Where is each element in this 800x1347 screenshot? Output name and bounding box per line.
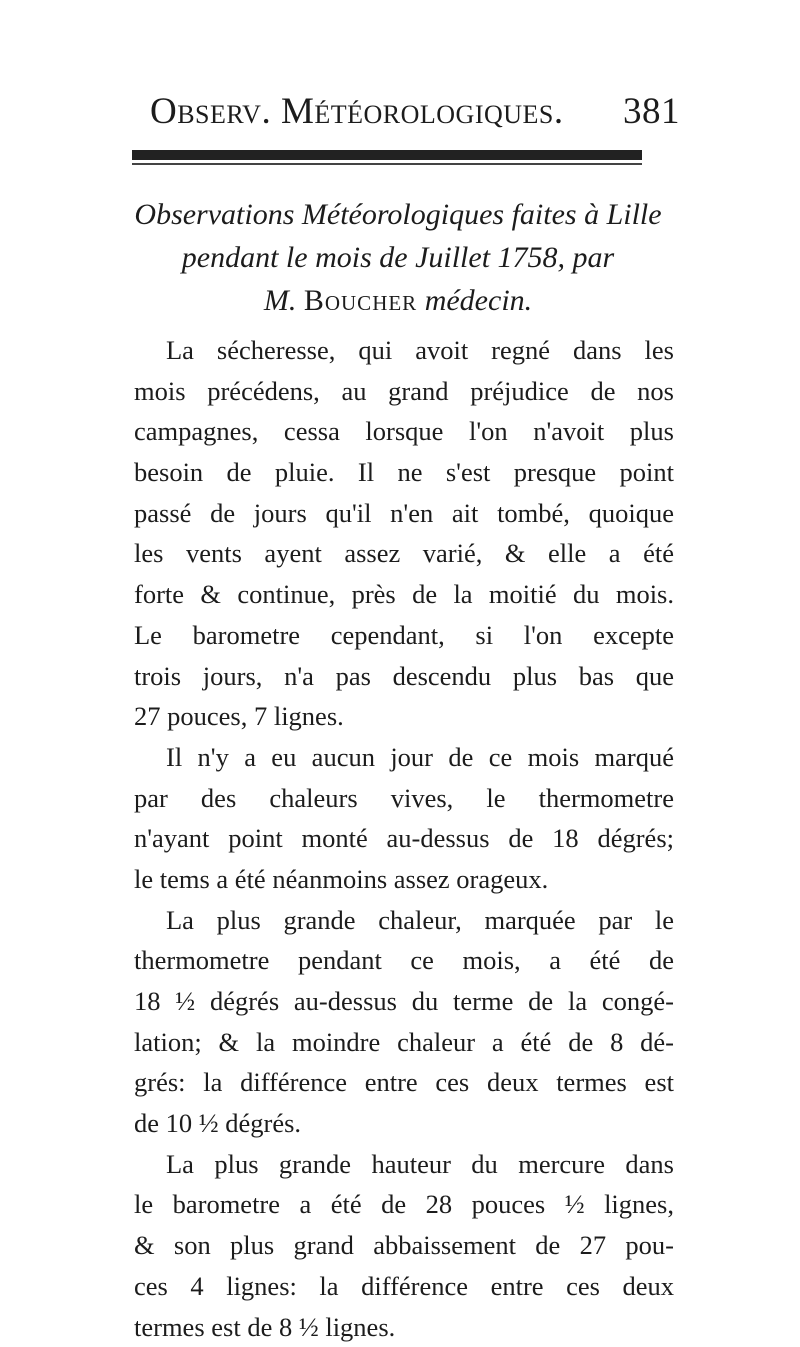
title-line-3 xyxy=(128,279,668,322)
text-line: thermometre pendant ce mois, a été de xyxy=(134,940,674,981)
text-line: termes est de 8 ½ lignes. xyxy=(134,1307,674,1347)
text-line: Il n'y a eu aucun jour de ce mois marqué xyxy=(134,737,674,778)
text-line: lation; & la moindre chaleur a été de 8 dé- xyxy=(134,1022,674,1063)
text-line: campagnes, cessa lorsque l'on n'avoit plus xyxy=(134,411,674,452)
text-line: 18 ½ dégrés au-dessus du terme de la congé- xyxy=(134,981,674,1022)
text-line: de 10 ½ dégrés. xyxy=(134,1103,674,1144)
header-rule xyxy=(132,150,642,160)
title-line-2: pendant le mois de Juillet 1758, par xyxy=(128,236,668,279)
text-line: trois jours, n'a pas descendu plus bas que xyxy=(134,656,674,697)
article-body xyxy=(134,330,674,1347)
text-line: & son plus grand abbaissement de 27 pou- xyxy=(134,1225,674,1266)
text-line: ces 4 lignes: la différence entre ces deux xyxy=(134,1266,674,1307)
text-line: Le barometre cependant, si l'on excepte xyxy=(134,615,674,656)
author-name: Boucher xyxy=(304,284,417,317)
title-line-1: Observations Météorologiques faites à Lille xyxy=(128,193,668,236)
text-line: passé de jours qu'il n'en ait tombé, quoique xyxy=(134,493,674,534)
text-line: besoin de pluie. Il ne s'est presque point xyxy=(134,452,674,493)
text-line: les vents ayent assez varié, & elle a été xyxy=(134,533,674,574)
running-head-title: Observ. Météorologiques. xyxy=(150,90,564,133)
title-suffix: médecin. xyxy=(425,284,532,317)
text-line: mois précédens, au grand préjudice de nos xyxy=(134,371,674,412)
text-line: n'ayant point monté au-dessus de 18 dégrés; xyxy=(134,818,674,859)
running-head xyxy=(150,90,680,133)
text-line: grés: la différence entre ces deux termes est xyxy=(134,1062,674,1103)
page-number: 381 xyxy=(623,90,680,133)
text-line: 27 pouces, 7 lignes. xyxy=(134,696,674,737)
text-line: La sécheresse, qui avoit regné dans les xyxy=(134,330,674,371)
title-prefix: M. xyxy=(264,284,297,317)
text-line: par des chaleurs vives, le thermometre xyxy=(134,778,674,819)
text-line: La plus grande chaleur, marquée par le xyxy=(134,900,674,941)
text-line: le tems a été néanmoins assez orageux. xyxy=(134,859,674,900)
article-title xyxy=(128,193,668,322)
text-line: forte & continue, près de la moitié du mois. xyxy=(134,574,674,615)
text-line: La plus grande hauteur du mercure dans xyxy=(134,1144,674,1185)
text-line: le barometre a été de 28 pouces ½ lignes, xyxy=(134,1184,674,1225)
